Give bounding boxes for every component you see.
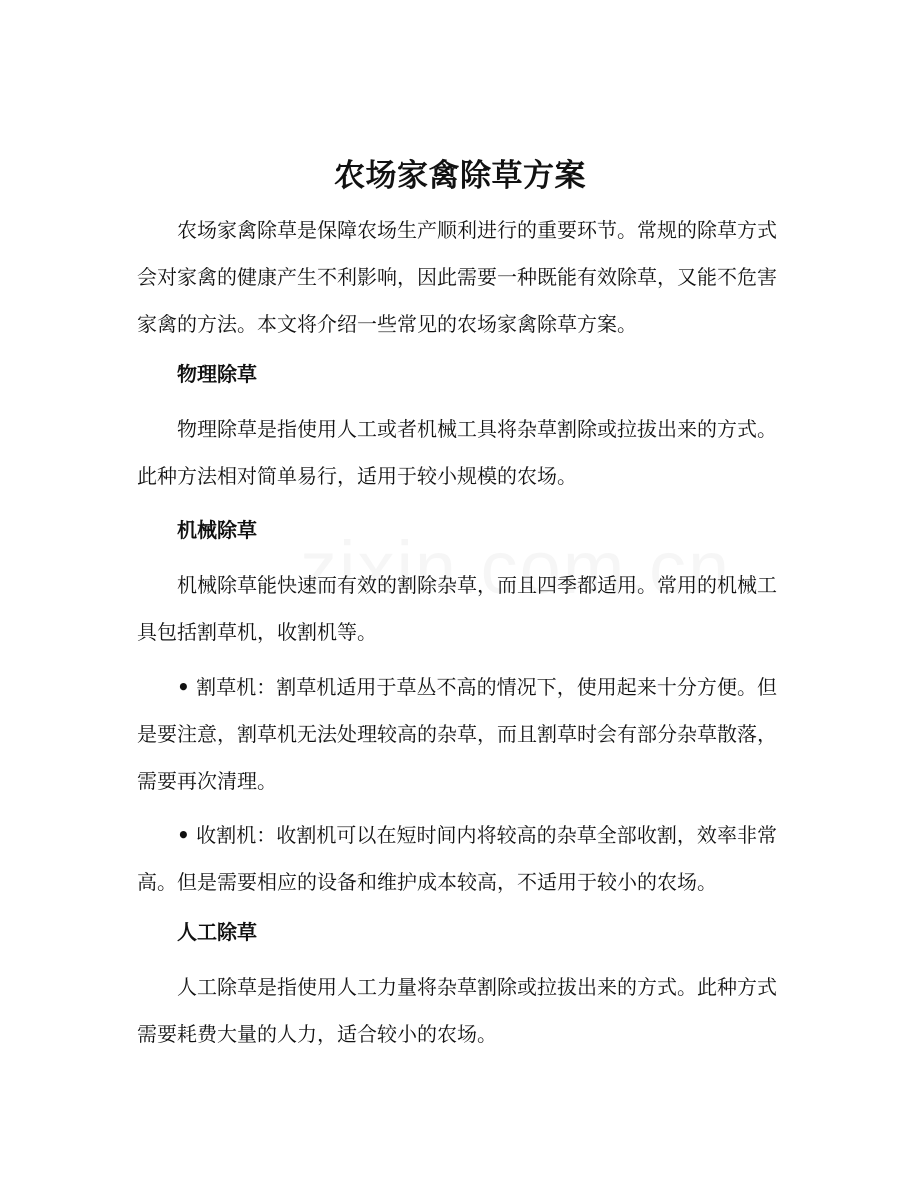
bullet-mark: •	[177, 675, 190, 699]
physical-paragraph: 物理除草是指使用人工或者机械工具将杂草割除或拉拔出来的方式。此种方法相对简单易行，适用于较小规模的农场。	[137, 417, 777, 488]
manual-paragraph: 人工除草是指使用人工力量将杂草割除或拉拔出来的方式。此种方式需要耗费大量的人力，适合较小的农场。	[137, 975, 777, 1046]
section-heading-mechanical: 机械除草	[177, 518, 257, 542]
bullet-text: 割草机：割草机适用于草丛不高的情况下，使用起来十分方便。但是要注意，割草机无法处理较高的杂草，而且割草时会有部分杂草散落，需要再次清理。	[137, 675, 777, 793]
mechanical-paragraph: 机械除草能快速而有效的割除杂草，而且四季都适用。常用的机械工具包括割草机，收割机等。	[137, 573, 777, 644]
bullet-item-harvester	[137, 812, 777, 906]
intro-paragraph: 农场家禽除草是保障农场生产顺利进行的重要环节。常规的除草方式会对家禽的健康产生不利影响，因此需要一种既能有效除草，又能不危害家禽的方法。本文将介绍一些常见的农场家禽除草方案。	[137, 218, 777, 336]
bullet-item-mower	[137, 664, 777, 805]
bullet-mark: •	[177, 823, 190, 847]
document-title: 农场家禽除草方案	[334, 158, 586, 194]
section-heading-manual: 人工除草	[177, 920, 257, 944]
section-heading-physical: 物理除草	[177, 362, 257, 386]
bullet-text: 收割机：收割机可以在短时间内将较高的杂草全部收割，效率非常高。但是需要相应的设备和维护成本较高，不适用于较小的农场。	[137, 823, 777, 894]
